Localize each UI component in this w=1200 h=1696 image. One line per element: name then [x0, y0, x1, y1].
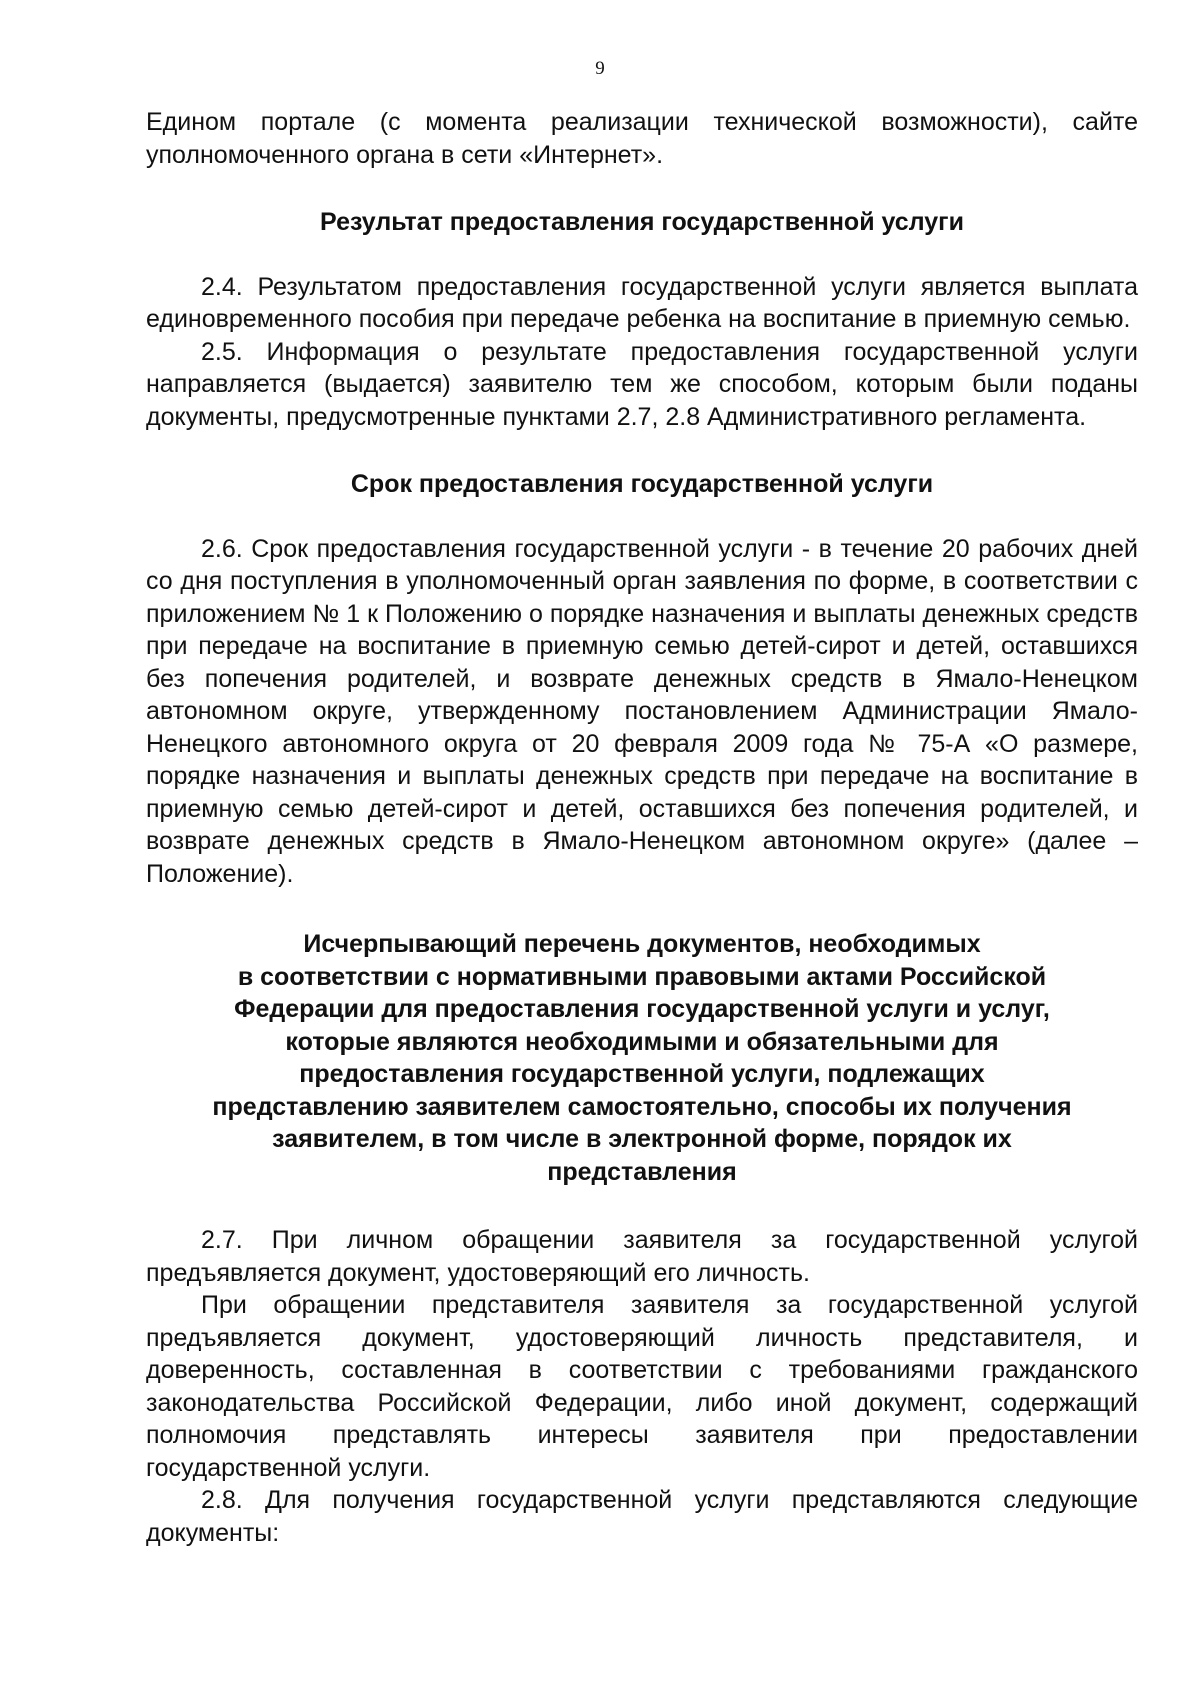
- heading-result: Результат предоставления государственной услуги: [320, 208, 964, 236]
- heading-documents-line: Исчерпывающий перечень документов, необходимых: [303, 930, 981, 958]
- heading-documents-line: представления: [547, 1157, 737, 1186]
- heading-documents: [146, 928, 1138, 1188]
- heading-documents-line: которые являются необходимыми и обязательными для: [285, 1027, 999, 1056]
- document-body: [146, 106, 1138, 1549]
- paragraph-2-4: 2.4. Результатом предоставления государственной услуги является выплата единовременного пособия при передаче ребенка на воспитание в приемную семью.: [146, 272, 1138, 333]
- paragraph-2-5: 2.5. Информация о результате предоставления государственной услуги направляется (выдается) заявителю тем же способом, которым были поданы документы, предусмотренные пунктами 2.7, 2.8 Административного регламента.: [146, 337, 1138, 431]
- heading-documents-line: предоставления государственной услуги, подлежащих: [299, 1060, 985, 1088]
- paragraph-2-7: 2.7. При личном обращении заявителя за государственной услугой предъявляется документ, удостоверяющий его личность.: [146, 1226, 1138, 1287]
- paragraph-2-7-representative: При обращении представителя заявителя за государственной услугой предъявляется документ, удостоверяющий личность представителя, и доверенность, составленная в соответствии с требованиями гражданского законодательства Российской Федерации, либо иной документ, содержащий полномочия представлять интересы заявителя при предоставлении государственной услуги.: [146, 1291, 1138, 1482]
- paragraph-2-8: 2.8. Для получения государственной услуги представляются следующие документы:: [146, 1486, 1138, 1547]
- heading-documents-line: заявителем, в том числе в электронной форме, порядок их: [272, 1125, 1012, 1153]
- heading-documents-line: представлению заявителем самостоятельно, способы их получения: [212, 1092, 1072, 1121]
- heading-documents-line: в соответствии с нормативными правовыми актами Российской: [237, 962, 1047, 991]
- heading-documents-line: Федерации для предоставления государственной услуги и услуг,: [234, 995, 1050, 1023]
- paragraph-2-6: 2.6. Срок предоставления государственной услуги - в течение 20 рабочих дней со дня поступления в уполномоченный орган заявления по форме, в соответствии с приложением № 1 к Положению о порядке назначения и выплаты денежных средств при передаче на воспитание в приемную семью детей-сирот и детей, оставшихся без попечения родителей, и возврате денежных средств в Ямало-Ненецком автономном округе, утвержденному постановлением Администрации Ямало-Ненецкого автономного округа от 20 февраля 2009 года № 75-А «О размере, порядке назначения и выплаты денежных средств при передаче на воспитание в приемную семью детей-сирот и детей, оставшихся без попечения родителей, и возврате денежных средств в Ямало-Ненецком автономном округе» (далее – Положение).: [146, 534, 1138, 888]
- page-number: 9: [595, 58, 605, 79]
- heading-term: Срок предоставления государственной услуги: [350, 470, 934, 498]
- paragraph-intro: Едином портале (с момента реализации технической возможности), сайте уполномоченного органа в сети «Интернет».: [146, 108, 1138, 169]
